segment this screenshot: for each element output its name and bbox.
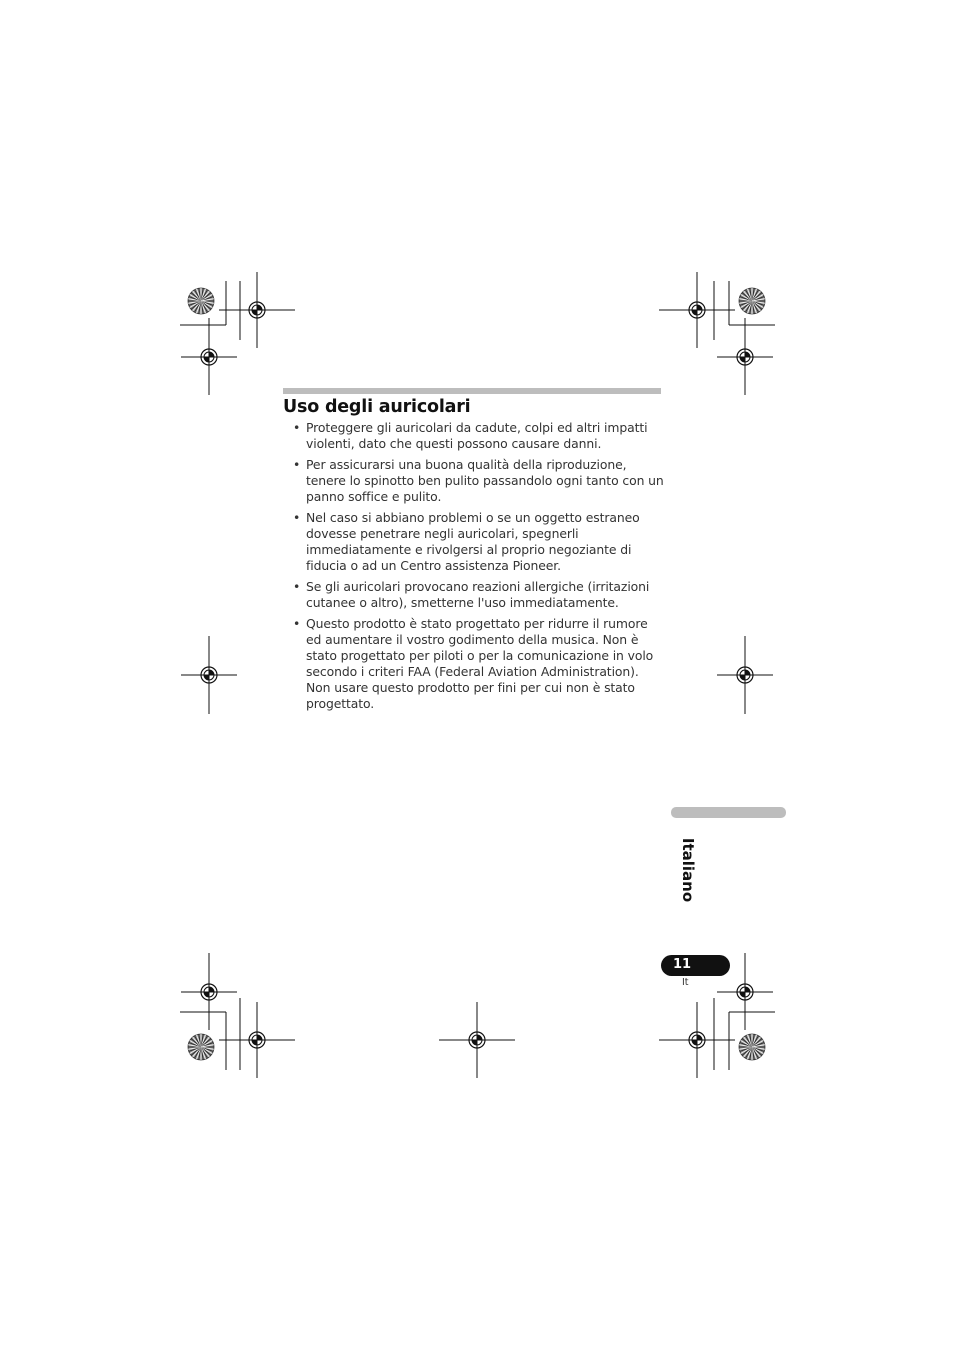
page-language-code: It: [682, 977, 689, 988]
section-title: Uso degli auricolari: [283, 397, 471, 417]
list-item: • Se gli auricolari provocano reazioni allergiche (irritazioni cutanee o altro), smetterne l'uso immediatamente.: [293, 579, 665, 611]
starburst-icon: [188, 1034, 214, 1060]
starburst-icon: [739, 1034, 765, 1060]
page-number-badge: [661, 955, 730, 976]
starburst-icon: [739, 288, 765, 314]
language-label: Italiano: [679, 837, 697, 903]
starburst-icon: [188, 288, 214, 314]
language-tab-bar: [671, 807, 786, 818]
section-rule: [283, 388, 661, 394]
page-number: 11: [673, 957, 692, 972]
list-item: • Proteggere gli auricolari da cadute, colpi ed altri impatti violenti, dato che questi possono causare danni.: [293, 420, 665, 452]
list-item: • Nel caso si abbiano problemi o se un oggetto estraneo dovesse penetrare negli auricolari, spegnerli immediatamente e rivolgersi al proprio negoziante di fiducia o ad un Centro assistenza Pioneer.: [293, 510, 665, 574]
list-item: • Per assicurarsi una buona qualità della riproduzione, tenere lo spinotto ben pulito passandolo ogni tanto con un panno soffice e pulito.: [293, 457, 665, 505]
bullet-list: [293, 420, 665, 717]
list-item: • Questo prodotto è stato progettato per ridurre il rumore ed aumentare il vostro godimento della musica. Non è stato progettato per piloti o per la comunicazione in volo secondo i criteri FAA (Federal Aviation Administration). Non usare questo prodotto per fini per cui non è stato progettato.: [293, 616, 665, 712]
